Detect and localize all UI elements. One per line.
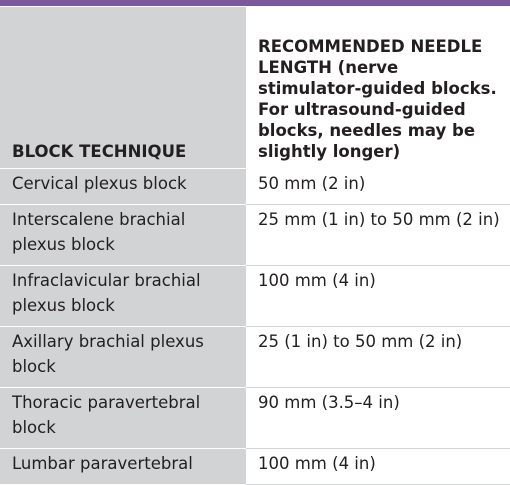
table-row (0, 327, 510, 388)
table-row (0, 205, 510, 266)
cell-technique: Lumbar paravertebral (0, 449, 246, 485)
cell-length: 25 (1 in) to 50 mm (2 in) (246, 327, 510, 388)
cell-technique: Axillary brachial plexus block (0, 327, 246, 388)
cell-length: 50 mm (2 in) (246, 169, 510, 205)
table-row (0, 169, 510, 205)
cell-length: 25 mm (1 in) to 50 mm (2 in) (246, 205, 510, 266)
cell-technique: Infraclavicular brachial plexus block (0, 266, 246, 327)
table-row (0, 449, 510, 485)
cell-length: 90 mm (3.5–4 in) (246, 388, 510, 449)
top-accent-bar (0, 0, 510, 6)
cell-length: 100 mm (4 in) (246, 266, 510, 327)
table-row (0, 388, 510, 449)
cell-technique: Interscalene brachial plexus block (0, 205, 246, 266)
needle-length-table (0, 7, 510, 485)
cell-length: 100 mm (4 in) (246, 449, 510, 485)
cell-technique: Thoracic paravertebral block (0, 388, 246, 449)
table-row (0, 266, 510, 327)
header-needle-length: RECOMMENDED NEEDLE LENGTH (nerve stimulator-guided blocks. For ultrasound-guided blocks, needles may be slightly longer) (246, 7, 510, 169)
cell-technique: Cervical plexus block (0, 169, 246, 205)
header-block-technique: BLOCK TECHNIQUE (0, 7, 246, 169)
table-header-row (0, 7, 510, 169)
